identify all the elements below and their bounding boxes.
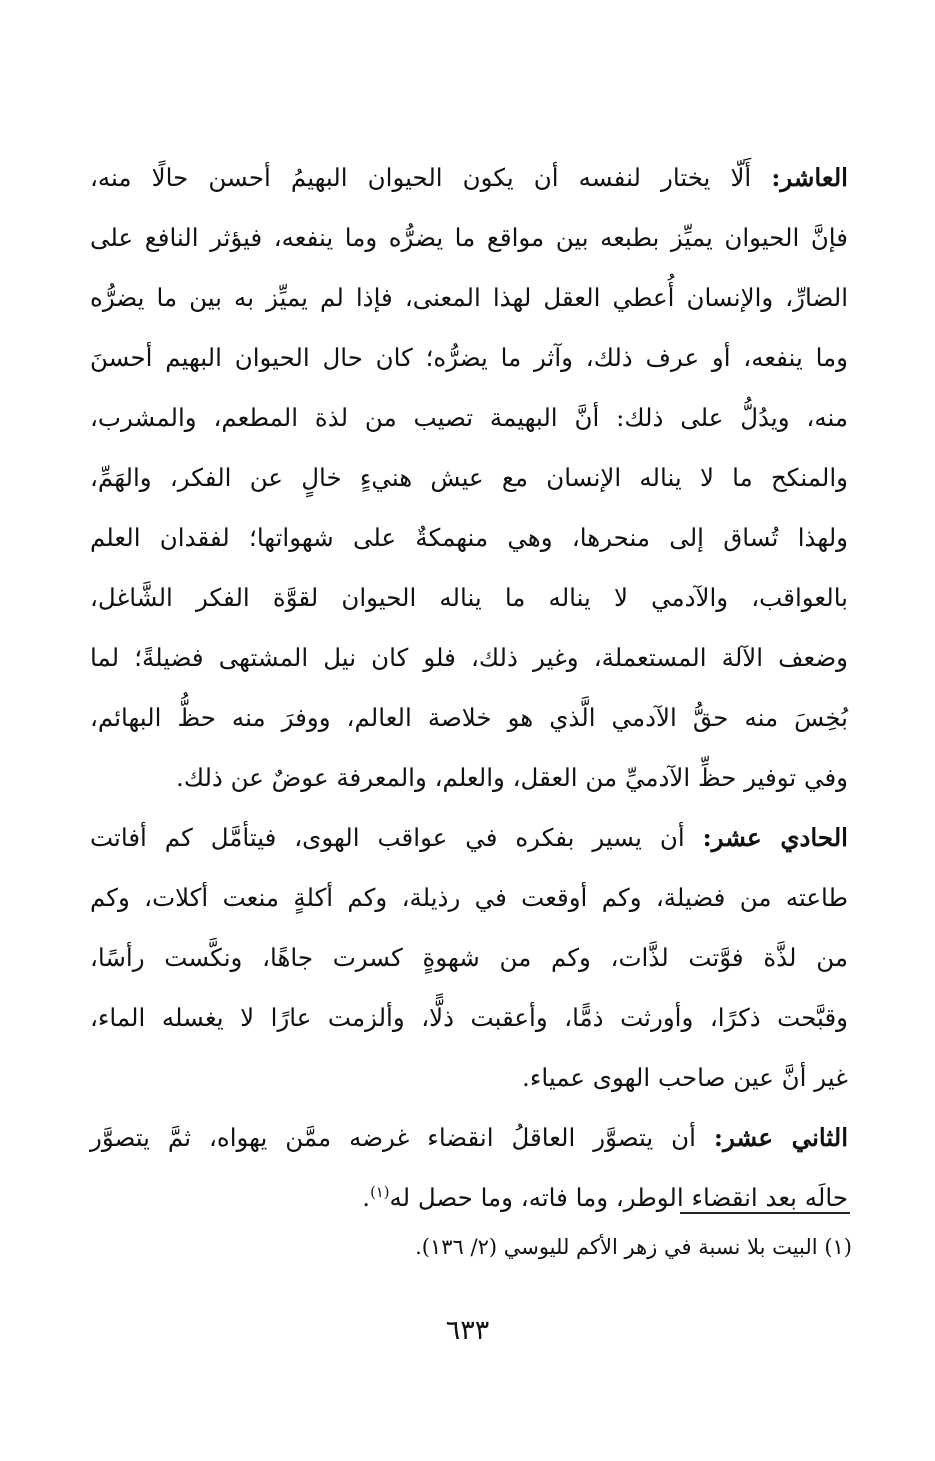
paragraph-lead: الحادي عشر: — [702, 823, 848, 852]
text-line: وضعف الآلة المستعملة، وغير ذلك، فلو كان نيل المشتهى فضيلةً؛ لما — [90, 643, 848, 672]
text-line — [90, 148, 848, 208]
text-line: الضارِّ، والإنسان أُعطي العقل لهذا المعنى، فإذا لم يميِّز به بين ما يضرُّه — [90, 283, 848, 312]
text-line: بالعواقب، والآدمي لا يناله ما يناله الحيوان لقوَّة الفكر الشَّاغل، — [90, 583, 848, 612]
text-line: فإنَّ الحيوان يميِّز بطبعه بين مواقع ما يضرُّه وما ينفعه، فيؤثر النافع على — [90, 223, 848, 252]
text-line: وقبَّحت ذكرًا، وأورثت ذمًّا، وأعقبت ذلًّا، وألزمت عارًا لا يغسله الماء، — [90, 1003, 848, 1032]
paragraph-tenth — [90, 148, 848, 808]
page-number: ٦٣٣ — [445, 1315, 490, 1346]
paragraph-lead: العاشر: — [771, 163, 848, 192]
paragraph-eleventh — [90, 808, 848, 1108]
footnote — [90, 1230, 852, 1264]
text-line: وفي توفير حظِّ الآدميِّ من العقل، والعلم، والمعرفة عوضٌ عن ذلك. — [176, 763, 848, 792]
footnote-marker: (١) — [824, 1235, 852, 1259]
footnote-text: البيت بلا نسبة في زهر الأكم لليوسي (٢/ ١٣٦). — [415, 1235, 818, 1259]
text-line: بُخِسَ منه حقُّ الآدمي الَّذي هو خلاصة العالم، ووفرَ منه حظُّ البهائم، — [90, 703, 848, 732]
footnote-separator — [680, 1212, 850, 1214]
text-line: ولهذا تُساق إلى منحرها، وهي منهمكةٌ على شهواتها؛ لفقدان العلم — [90, 523, 848, 552]
text-line: منه، ويدُلُّ على ذلك: أنَّ البهيمة تصيب من لذة المطعم، والمشرب، — [90, 403, 848, 432]
line-text: أن يتصوَّر العاقلُ انقضاء غرضه ممَّن يهواه، ثمَّ يتصوَّر — [90, 1123, 696, 1152]
end-punctuation: . — [362, 1183, 371, 1212]
text-line — [90, 1108, 848, 1168]
line-text: أَلّا يختار لنفسه أن يكون الحيوان البهيمُ أحسن حالًا منه، — [90, 163, 752, 192]
text-line: غير أنَّ عين صاحب الهوى عمياء. — [522, 1063, 848, 1092]
text-line: من لذَّة فوَّتت لذَّات، وكم من شهوةٍ كسرت جاهًا، ونكَّست رأسًا، — [90, 943, 848, 972]
text-line — [90, 1168, 848, 1228]
main-text — [90, 148, 848, 1228]
text-line: والمنكح ما لا يناله الإنسان مع عيش هنيءٍ خالٍ عن الفكر، والهَمِّ، — [90, 463, 848, 492]
text-line — [90, 808, 848, 868]
text-line: وما ينفعه، أو عرف ذلك، وآثر ما يضرُّه؛ كان حال الحيوان البهيم أحسنَ — [90, 343, 848, 372]
text-line: طاعته من فضيلة، وكم أوقعت في رذيلة، وكم أكلةٍ منعت أكلات، وكم — [90, 883, 848, 912]
line-text: أن يسير بفكره في عواقب الهوى، فيتأمَّل كم أفاتت — [90, 823, 685, 852]
line-text: حالَه بعد انقضاء الوطر، وما فاته، وما حصل له — [389, 1183, 848, 1212]
paragraph-twelfth — [90, 1108, 848, 1228]
footnote-reference[interactable]: (١) — [370, 1183, 390, 1201]
paragraph-lead: الثاني عشر: — [713, 1123, 849, 1152]
